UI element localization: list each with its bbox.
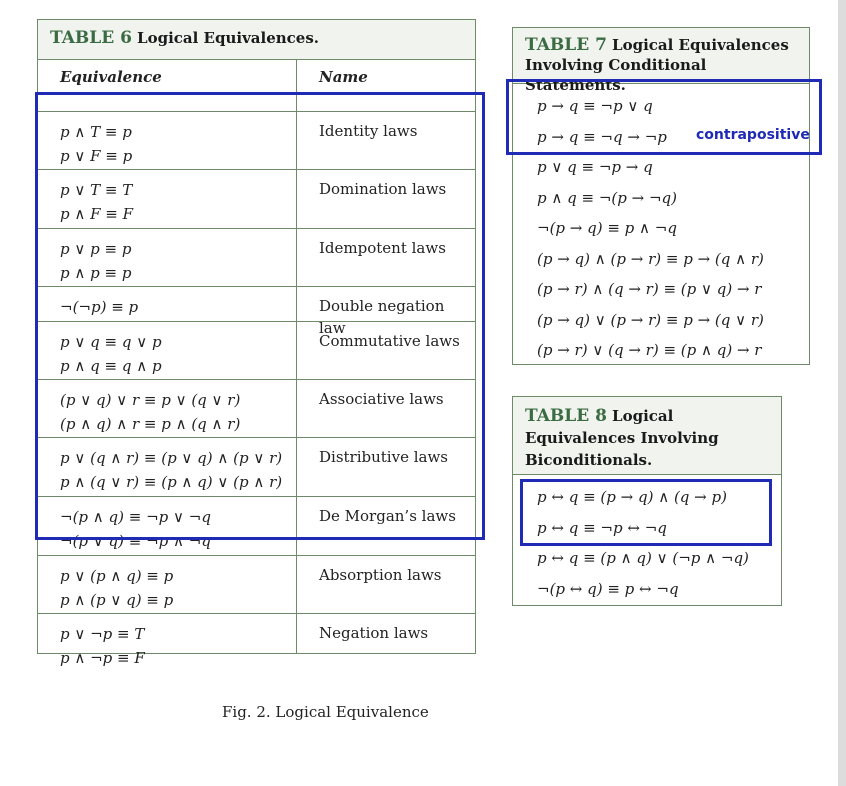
equivalence-formula: ¬(¬p) ≡ p <box>60 298 139 316</box>
scrollbar[interactable] <box>838 0 846 786</box>
equivalence-formula: (p ∨ q) ∨ r ≡ p ∨ (q ∨ r) <box>60 391 241 409</box>
table-8-number: TABLE 8 <box>525 406 607 426</box>
equivalence-formula: (p → q) ∧ (p → r) ≡ p → (q ∧ r) <box>537 249 764 268</box>
equivalence-formula: (p → r) ∨ (q → r) ≡ (p ∧ q) → r <box>537 341 762 359</box>
equivalence-formula: ¬(p → q) ≡ p ∧ ¬q <box>537 219 677 237</box>
table-7-caption <box>513 28 809 94</box>
law-name-cell: Domination laws <box>319 180 447 198</box>
equivalence-formula: p ∧ (q ∨ r) ≡ (p ∧ q) ∨ (p ∧ r) <box>60 473 283 491</box>
law-name-cell: Negation laws <box>319 624 429 642</box>
highlight-box-table-8 <box>520 479 772 546</box>
equivalence-formula: p ∨ F ≡ p <box>60 147 133 165</box>
table-6-title: Logical Equivalences. <box>137 29 319 47</box>
equivalence-formula: p ∧ q ≡ q ∧ p <box>60 357 162 375</box>
equivalence-formula: p ↔ q ≡ (p → q) ∧ (q → p) <box>537 488 727 506</box>
law-name-cell: Idempotent laws <box>319 239 446 257</box>
equivalence-formula: p ∧ F ≡ F <box>60 205 134 223</box>
law-name-cell: Identity laws <box>319 122 418 140</box>
contrapositive-annotation: contrapositive <box>696 127 810 143</box>
equivalence-column-header: Equivalence <box>60 68 162 86</box>
equivalence-cell <box>60 564 173 612</box>
name-column-header: Name <box>319 68 368 86</box>
highlight-box-table-6 <box>35 92 485 540</box>
equivalence-formula: p ∨ (q ∧ r) ≡ (p ∨ q) ∧ (p ∨ r) <box>60 449 283 467</box>
highlight-box-table-7 <box>506 79 822 155</box>
table-row <box>38 556 475 614</box>
equivalence-formula: p → q ≡ ¬q → ¬p <box>537 127 667 146</box>
equivalence-formula: ¬(p ↔ q) ≡ p ↔ ¬q <box>537 579 679 598</box>
law-name-cell: De Morgan’s laws <box>319 507 456 525</box>
table-8-caption <box>513 397 781 475</box>
equivalence-formula: p ∧ ¬p ≡ F <box>60 649 145 667</box>
law-name-cell: Absorption laws <box>319 566 442 584</box>
equivalence-formula: p ∨ p ≡ p <box>60 240 132 258</box>
equivalence-formula: p ∧ p ≡ p <box>60 264 132 282</box>
table-7-number: TABLE 7 <box>525 35 607 55</box>
table-row <box>38 614 475 674</box>
equivalence-formula: ¬(p ∨ q) ≡ ¬p ∧ ¬q <box>60 532 211 550</box>
equivalence-formula: p ∧ T ≡ p <box>60 123 132 141</box>
equivalence-formula: p ↔ q ≡ (p ∧ q) ∨ (¬p ∧ ¬q) <box>537 549 749 567</box>
table-8-title-line2: Equivalences Involving <box>525 429 719 447</box>
equivalence-formula: p → q ≡ ¬p ∨ q <box>537 97 653 115</box>
equivalence-cell <box>60 622 145 670</box>
equivalence-formula: p ∨ q ≡ q ∨ p <box>60 333 162 351</box>
law-name-cell: Double negation law <box>319 297 445 337</box>
equivalence-formula: p ∨ T ≡ T <box>60 181 133 199</box>
equivalence-formula: ¬(p ∧ q) ≡ ¬p ∨ ¬q <box>60 508 211 526</box>
equivalence-formula: p ∨ ¬p ≡ T <box>60 625 145 643</box>
table-6-caption <box>38 20 475 60</box>
equivalence-formula: p ∧ q ≡ ¬(p → ¬q) <box>537 188 677 207</box>
law-name-cell: Commutative laws <box>319 332 460 350</box>
figure-caption: Fig. 2. Logical Equivalence <box>222 703 429 721</box>
equivalence-formula: (p → q) ∨ (p → r) ≡ p → (q ∨ r) <box>537 310 764 329</box>
table-7-title-line1: Logical Equivalences <box>612 36 789 54</box>
equivalence-formula: (p ∧ q) ∧ r ≡ p ∧ (q ∧ r) <box>60 415 241 433</box>
equivalence-formula: (p → r) ∧ (q → r) ≡ (p ∨ q) → r <box>537 280 762 298</box>
equivalence-formula: p ∨ q ≡ ¬p → q <box>537 158 653 176</box>
equivalence-formula: p ∧ (p ∨ q) ≡ p <box>60 591 174 609</box>
table-8-title-line3: Biconditionals. <box>525 451 653 469</box>
table-6-number: TABLE 6 <box>50 28 132 48</box>
table-7 <box>512 27 810 365</box>
table-8-title-line1: Logical <box>612 407 674 425</box>
equivalence-formula: p ∨ (p ∧ q) ≡ p <box>60 567 174 585</box>
equivalence-formula: p ↔ q ≡ ¬p ↔ ¬q <box>537 518 667 537</box>
law-name-cell: Associative laws <box>319 390 444 408</box>
law-name-cell: Distributive laws <box>319 448 449 466</box>
table-7-title-line2: Involving Conditional Statements. <box>525 56 707 94</box>
